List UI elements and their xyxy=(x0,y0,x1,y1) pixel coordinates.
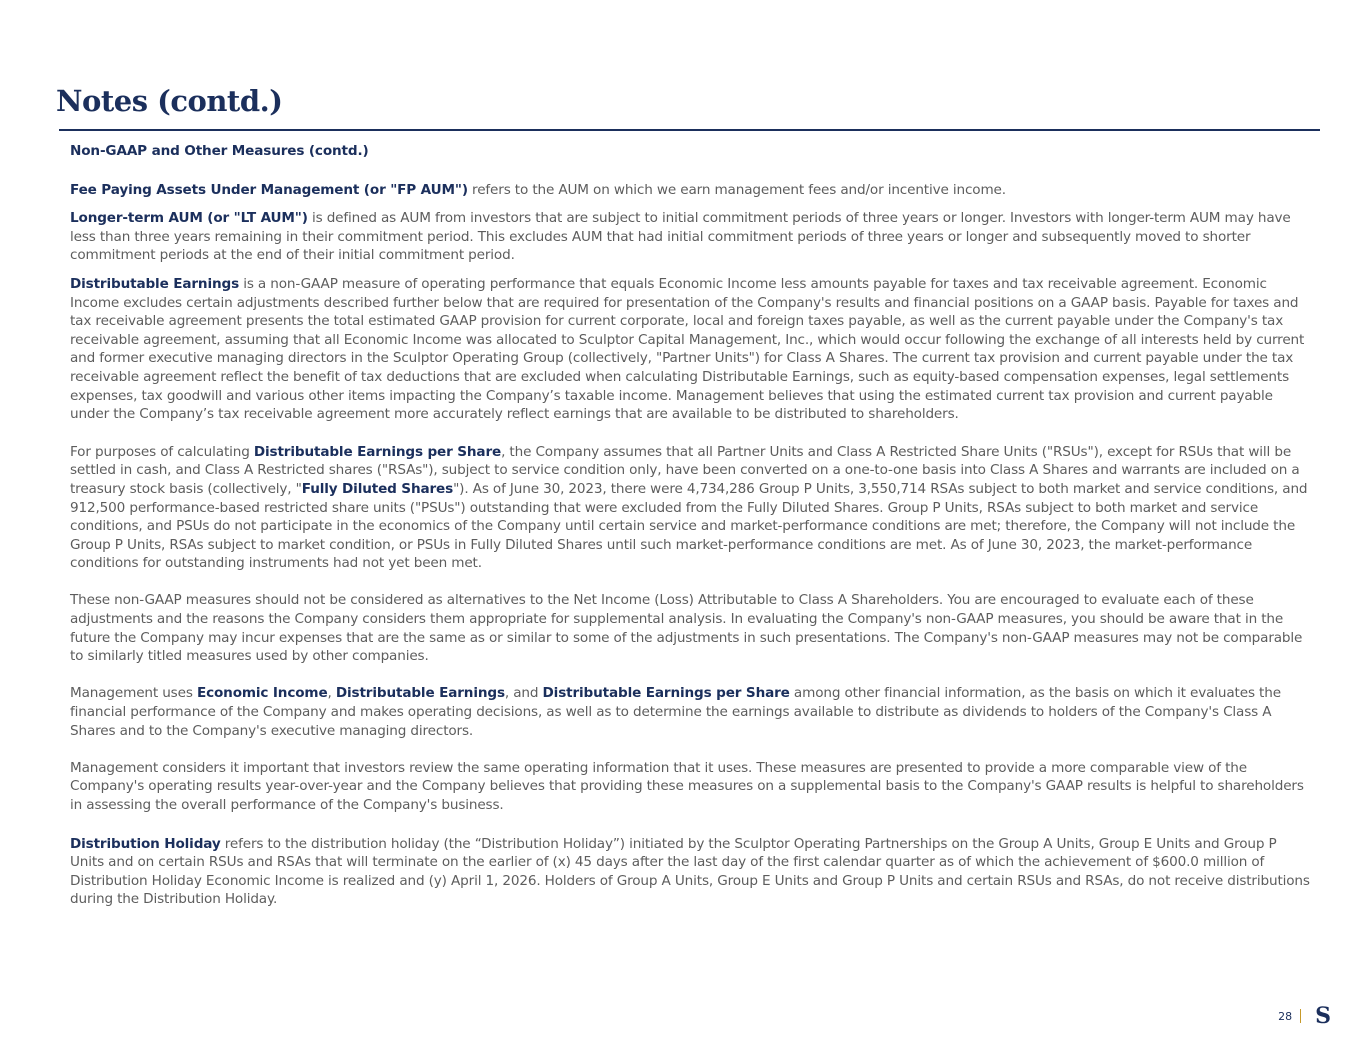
term-fp-aum: Fee Paying Assets Under Management (or "FP AUM") xyxy=(70,181,468,198)
page-title: Notes (contd.) xyxy=(56,84,283,118)
footer-divider xyxy=(1300,1009,1301,1023)
section-heading: Non-GAAP and Other Measures (contd.) xyxy=(70,143,369,159)
title-divider xyxy=(59,129,1320,131)
body-text: among other financial information, as the basis on which it evaluates the financial performance of the Company and makes operating decisions, as well as to determine the earnings available to distribute as dividends to holders of the Company's Class A Shares and to the Company's executive managing directors. xyxy=(70,685,1281,739)
body-text: , and xyxy=(504,685,543,702)
paragraph-lt-aum xyxy=(70,209,1310,265)
term-de-per-share: Distributable Earnings per Share xyxy=(253,443,502,460)
definition-text: is a non-GAAP measure of operating performance that equals Economic Income less amounts payable for taxes and tax receivable agreement. Economic Income excludes certain adjustments described further below that are required for presentation of the Company's results and financial positions on a GAAP basis. Payable for taxes and tax receivable agreement presents the total estimated GAAP provision for current corporate, local and foreign taxes payable, as well as the current payable under the Company's tax receivable agreement, assuming that all Economic Income was allocated to Sculptor Capital Management, Inc., which would occur following the exchange of all interests held by current and former executive managing directors in the Sculptor Operating Group (collectively, "Partner Units") for Class A Shares. The current tax provision and current payable under the tax receivable agreement reflect the benefit of tax deductions that are excluded when calculating Distributable Earnings, such as equity-based compensation expenses, legal settlements expenses, tax goodwill and various other items impacting the Company’s taxable income. Management believes that using the estimated current tax provision and current payable under the Company’s tax receivable agreement more accurately reflect earnings that are available to be distributed to shareholders. xyxy=(70,275,1305,423)
paragraph-alternatives: These non-GAAP measures should not be considered as alternatives to the Net Income (Loss) Attributable to Class A Shareholders. You are encouraged to evaluate each of these adjustments and the reasons the Company considers them appropriate for supplemental analysis. In evaluating the Company's non-GAAP measures, you should be aware that in the future the Company may incur expenses that are the same as or similar to some of the adjustments in such presentations. The Company's non-GAAP measures may not be comparable to similarly titled measures used by other companies. xyxy=(70,592,1303,665)
body-text: Management uses xyxy=(70,685,197,702)
term-economic-income: Economic Income xyxy=(196,685,328,702)
paragraph-management-uses xyxy=(70,684,1310,740)
term-distributable-earnings: Distributable Earnings xyxy=(70,275,240,292)
paragraph-distributable-earnings xyxy=(70,275,1310,424)
paragraph-distribution-holiday xyxy=(70,835,1310,909)
definition-text: is defined as AUM from investors that are subject to initial commitment periods of three years or longer. Investors with longer-term AUM may have less than three years remaining in their commitment period. This excludes AUM that had initial commitment periods of three years or longer and subsequently moved to shorter commitment periods at the end of their initial commitment period. xyxy=(70,210,1291,264)
notes-content xyxy=(70,138,1310,909)
term-fully-diluted-shares: Fully Diluted Shares xyxy=(301,480,454,497)
paragraph-management-considers: Management considers it important that investors review the same operating information that it uses. These measures are presented to provide a more comparable view of the Company's operating results year-over-year and the Company believes that providing these measures on a supplemental basis to the Company's GAAP results is helpful to shareholders in assessing the overall performance of the Company's business. xyxy=(70,759,1304,813)
body-text: "). As of June 30, 2023, there were 4,734,286 Group P Units, 3,550,714 RSAs subject to both market and service conditions, and 912,500 performance-based restricted share units ("PSUs") outstanding that were excluded from the Fully Diluted Shares. Group P Units, RSAs subject to both market and service conditions, and PSUs do not participate in the economics of the Company until certain service and market-performance conditions are met; therefore, the Company will not include the Group P Units, RSAs subject to market condition, or PSUs in Fully Diluted Shares until such market-performance conditions are met. As of June 30, 2023, the market-performance conditions for outstanding instruments had not yet been met. xyxy=(70,480,1308,572)
paragraph-fp-aum xyxy=(70,181,1310,200)
sculptor-logo: S xyxy=(1315,1003,1331,1029)
definition-text: refers to the AUM on which we earn management fees and/or incentive income. xyxy=(467,181,1006,198)
term-de-per-share: Distributable Earnings per Share xyxy=(542,685,790,702)
term-lt-aum: Longer-term AUM (or "LT AUM") xyxy=(70,210,308,227)
body-text: For purposes of calculating xyxy=(70,443,254,460)
definition-text: refers to the distribution holiday (the “Distribution Holiday”) initiated by the Sculptor Operating Partnerships on the Group A Units, Group E Units and Group P Units and on certain RSUs and RSAs that will terminate on the earlier of (x) 45 days after the last day of the first calendar quarter as of which the achievement of $600.0 million of Distribution Holiday Economic Income is realized and (y) April 1, 2026. Holders of Group A Units, Group E Units and Group P Units and certain RSUs and RSAs, do not receive distributions during the Distribution Holiday. xyxy=(70,835,1310,908)
body-text: , the Company assumes that all Partner Units and Class A Restricted Share Units ("RSUs"), except for RSUs that will be settled in cash, and Class A Restricted shares ("RSAs"), subject to service condition only, have been converted on a one-to-one basis into Class A Shares and warrants are included on a treasury stock basis (collectively, " xyxy=(70,443,1300,497)
page-number: 28 xyxy=(1278,1009,1293,1023)
paragraph-de-per-share xyxy=(70,443,1310,573)
page-footer xyxy=(1278,1005,1331,1027)
body-text: , xyxy=(327,685,336,702)
term-distribution-holiday: Distribution Holiday xyxy=(70,835,221,852)
term-distributable-earnings: Distributable Earnings xyxy=(335,685,505,702)
